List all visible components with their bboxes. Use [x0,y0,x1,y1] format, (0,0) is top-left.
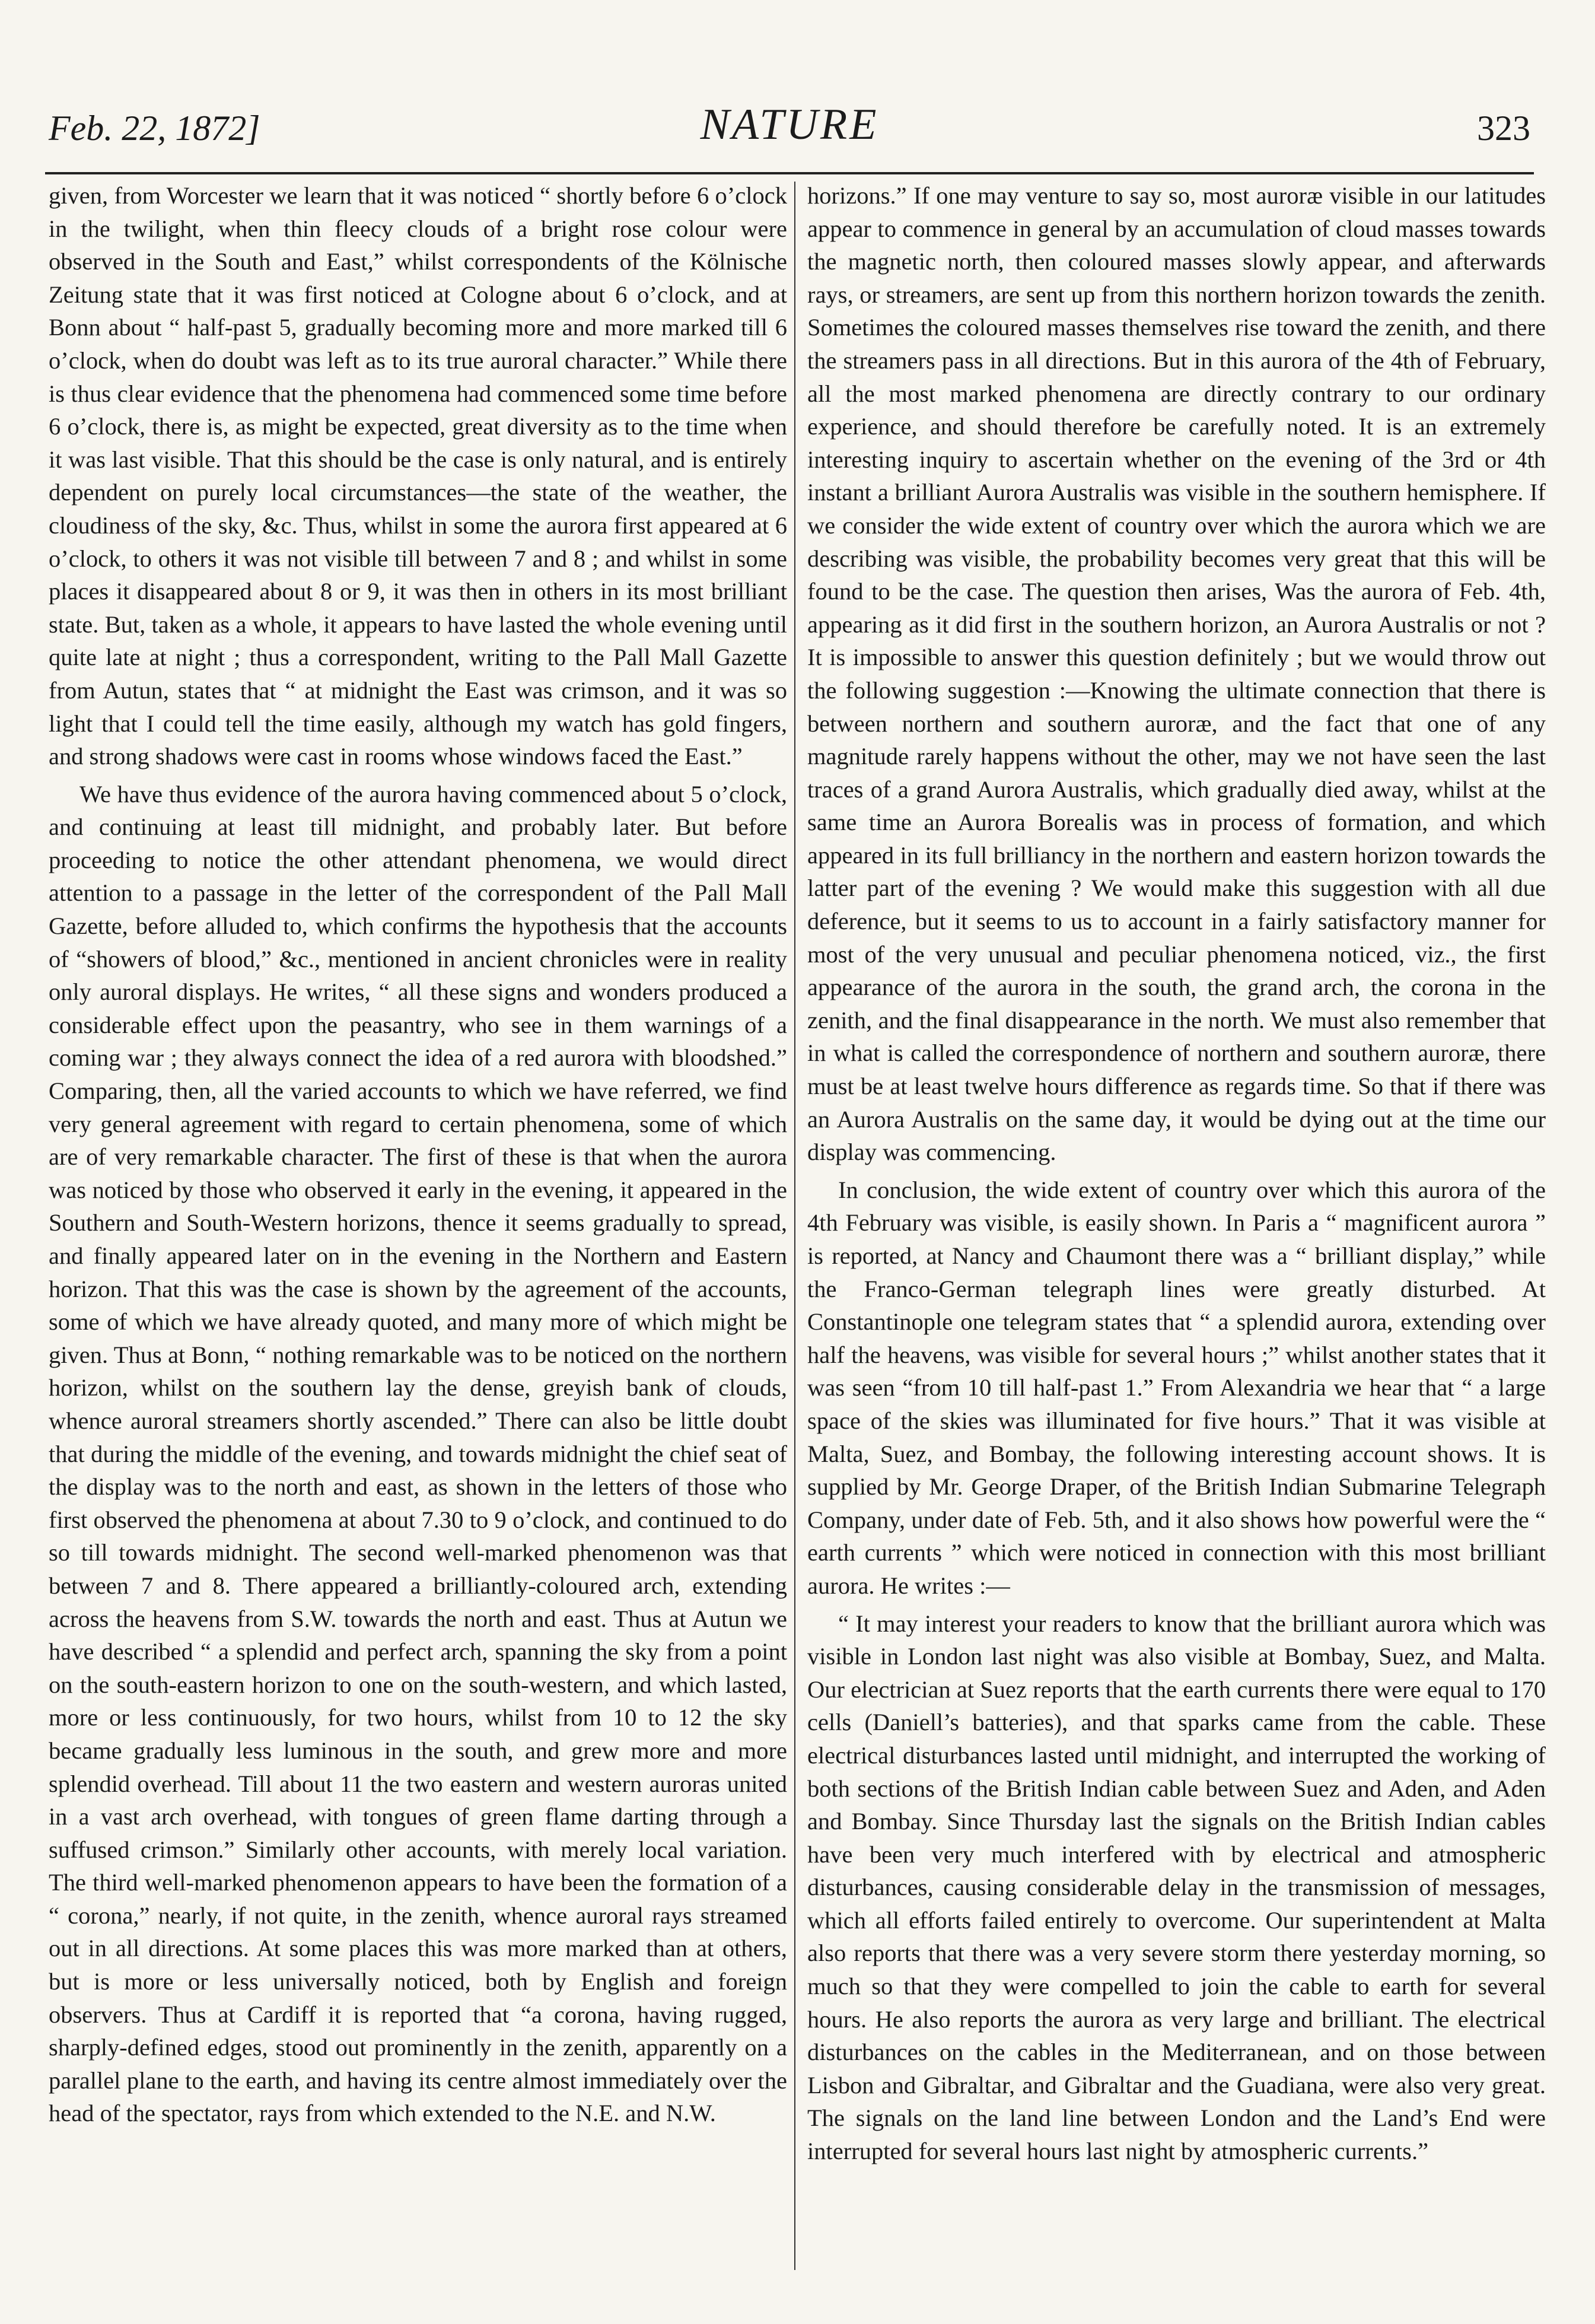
page-header [49,100,1530,165]
column-divider [794,182,795,2270]
left-column [49,179,787,2274]
right-column [807,179,1546,2274]
paragraph: In conclusion, the wide extent of country over which this aurora of the 4th February was visible, is easily shown. In Paris a “ magnificent aurora ” is reported, at Nancy and Chaumont there was a “ brilliant display,” while the Franco-German telegraph lines were greatly disturbed. At Constantinople one telegram states that “ a splendid aurora, extending over half the heavens, was visible for several hours ;” whilst another states that it was seen “from 10 till half-past 1.” From Alexandria we hear that “ a large space of the skies was illuminated for five hours.” That it was visible at Malta, Suez, and Bombay, the following interesting account shows. It is supplied by Mr. George Draper, of the British Indian Submarine Telegraph Company, under date of Feb. 5th, and it also shows how powerful were the “ earth currents ” which were noticed in connection with this most brilliant aurora. He writes :— [807,1176,1546,1599]
journal-title: NATURE [700,100,879,149]
quoted-letter: “ It may interest your readers to know that the brilliant aurora which was visible in London last night was also visible at Bombay, Suez, and Malta. Our electrician at Suez reports that the earth currents there were equal to 170 cells (Daniell’s batteries), and that sparks came from the cable. These electrical disturbances lasted until midnight, and interrupted the working of both sections of the British Indian cable between Suez and Aden, and Aden and Bombay. Since Thursday last the signals on the British Indian cables have been very much interfered with by electrical and atmospheric disturbances, causing considerable delay in the transmission of messages, which all efforts failed entirely to overcome. Our superintendent at Malta also reports that there was a very severe storm there yesterday morning, so much so that they were compelled to join the cable to earth for several hours. He also reports the aurora as very large and brilliant. The electrical disturbances on the cables in the Mediterranean, and on those between Lisbon and Gibraltar, and Gibraltar and the Guadiana, were also very great. The signals on the land line between London and the Land’s End were interrupted for several hours last night by atmospheric currents.” [807,1610,1546,2165]
header-rule [45,172,1534,174]
paragraph: given, from Worcester we learn that it was noticed “ shortly before 6 o’clock in the twilight, when thin fleecy clouds of a bright rose colour were observed in the South and East,” whilst correspondents of the Kölnische Zeitung state that it was first noticed at Cologne about 6 o’clock, and at Bonn about “ half-past 5, gradually becoming more and more marked till 6 o’clock, when do doubt was left as to its true auroral character.” While there is thus clear evidence that the phenomena had commenced some time before 6 o’clock, there is, as might be expected, great diversity as to the time when it was last visible. That this should be the case is only natural, and is entirely dependent on purely local circumstances—the state of the weather, the cloudiness of the sky, &c. Thus, whilst in some the aurora first appeared at 6 o’clock, to others it was not visible till between 7 and 8 ; and whilst in some places it disappeared about 8 or 9, it was then in others in its most brilliant state. But, taken as a whole, it appears to have lasted the whole evening until quite late at night ; thus a correspondent, writing to the Pall Mall Gazette from Autun, states that “ at midnight the East was crimson, and it was so light that I could tell the time easily, although my watch has gold fingers, and strong shadows were cast in rooms whose windows faced the East.” [49,182,787,770]
page-number: 323 [1477,109,1530,148]
paragraph: We have thus evidence of the aurora having commenced about 5 o’clock, and continuing at least till midnight, and probably later. But before proceeding to notice the other attendant phenomena, we would direct attention to a passage in the letter of the correspondent of the Pall Mall Gazette, before alluded to, which confirms the hypothesis that the accounts of “showers of blood,” &c., mentioned in ancient chronicles were in reality only auroral displays. He writes, “ all these signs and wonders produced a considerable effect upon the peasantry, who see in them warnings of a coming war ; they always connect the idea of a red aurora with bloodshed.” Comparing, then, all the varied accounts to which we have referred, we find very general agreement with regard to certain phenomena, some of which are of very remarkable character. The first of these is that when the aurora was noticed by those who observed it early in the evening, it appeared in the Southern and South-Western horizons, thence it seems gradually to spread, and finally appeared later on in the evening in the Northern and Eastern horizon. That this was the case is shown by the agreement of the accounts, some of which we have already quoted, and many more of which might be given. Thus at Bonn, “ nothing remarkable was to be noticed on the northern horizon, whilst on the southern lay the dense, greyish bank of clouds, whence auroral streamers shortly ascended.” There can also be little doubt that during the middle of the evening, and towards midnight the chief seat of the display was to the north and east, as shown in the letters of those who first observed the phenomena at about 7.30 to 9 o’clock, and continued to do so till towards midnight. The second well-marked phenomenon was that between 7 and 8. There appeared a brilliantly-coloured arch, extending across the heavens from S.W. towards the north and east. Thus at Autun we have described “ a splendid and perfect arch, spanning the sky from a point on the south-eastern horizon to one on the south-western, and which lasted, more or less continuously, for two hours, whilst from 10 to 12 the sky became gradually less luminous in the south, and grew more and more splendid overhead. Till about 11 the two eastern and western auroras united in a vast arch overhead, with tongues of green flame darting through a suffused crimson.” Similarly other accounts, with merely local variation. The third well-marked phenomenon appears to have been the formation of a “ corona,” nearly, if not quite, in the zenith, whence auroral rays streamed out in all directions. At some places this was more marked than at others, but is more or less universally noticed, both by English and foreign observers. Thus at Cardiff it is reported that “a corona, having rugged, sharply-defined edges, stood out prominently in the zenith, apparently on a parallel plane to the earth, and having its centre almost immediately over the head of the spectator, rays from which extended to the N.E. and N.W. [49,780,787,2127]
issue-date: Feb. 22, 1872] [49,109,260,148]
paragraph: horizons.” If one may venture to say so, most auroræ visible in our latitudes appear to commence in general by an accumulation of cloud masses towards the magnetic north, then coloured masses slowly appear, and afterwards rays, or streamers, are sent up from this northern horizon towards the zenith. Sometimes the coloured masses themselves rise toward the zenith, and there the streamers pass in all directions. But in this aurora of the 4th of February, all the most marked phenomena are directly contrary to our ordinary experience, and should therefore be carefully noted. It is an extremely interesting inquiry to ascertain whether on the evening of the 3rd or 4th instant a brilliant Aurora Australis was visible in the southern hemisphere. If we consider the wide extent of country over which the aurora which we are describing was visible, the probability becomes very great that this will be found to be the case. The question then arises, Was the aurora of Feb. 4th, appearing as it did first in the southern horizon, an Aurora Australis or not ? It is impossible to answer this question definitely ; but we would throw out the following suggestion :—Knowing the ultimate connection that there is between northern and southern auroræ, and the fact that one of any magnitude rarely happens without the other, may we not have seen the last traces of a grand Aurora Australis, which gradually died away, whilst at the same time an Aurora Borealis was in process of formation, and which appeared in its full brilliancy in the northern and eastern horizon towards the latter part of the evening ? We would make this suggestion with all due deference, but it seems to us to account in a fairly satisfactory manner for most of the very unusual and peculiar phenomena noticed, viz., the first appearance of the aurora in the south, the grand arch, the corona in the zenith, and the final disappearance in the north. We must also remember that in what is called the correspondence of northern and southern auroræ, there must be at least twelve hours difference as regards time. So that if there was an Aurora Australis on the same day, it would be dying out at the time our display was commencing. [807,182,1546,1166]
